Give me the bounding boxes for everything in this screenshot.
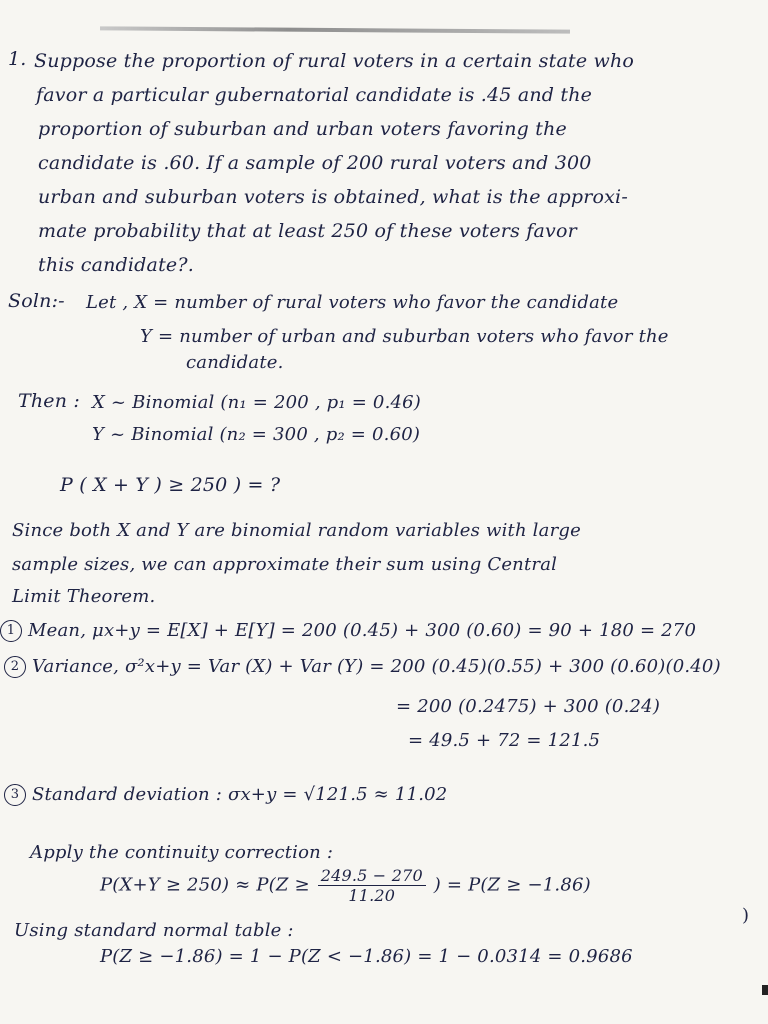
continuity-equation — [100, 866, 591, 905]
continuity-label: Apply the continuity correction : — [30, 842, 334, 863]
margin-tick-mark: ) — [742, 905, 750, 926]
mean-equation: Mean, μx+y = E[X] + E[Y] = 200 (0.45) + 300 (0.60) = 90 + 180 = 270 — [28, 620, 697, 641]
probability-query: P ( X + Y ) ≥ 250 ) = ? — [60, 474, 281, 496]
step-1-marker: 1 — [0, 620, 22, 642]
definition-y: Y = number of urban and suburban voters who favor the — [140, 326, 669, 347]
question-line-2: favor a particular gubernatorial candidate is .45 and the — [36, 84, 593, 106]
variance-line-3: = 49.5 + 72 = 121.5 — [408, 730, 601, 751]
step-3-marker: 3 — [4, 784, 26, 806]
question-number: 1. — [8, 48, 27, 70]
definition-y-continued: candidate. — [186, 352, 284, 373]
z-denominator: 11.20 — [348, 886, 396, 905]
definition-x: Let , X = number of rural voters who favor the candidate — [86, 292, 619, 313]
final-answer: P(Z ≥ −1.86) = 1 − P(Z < −1.86) = 1 − 0.0314 = 0.9686 — [100, 946, 633, 967]
z-score-fraction — [318, 866, 426, 905]
table-label: Using standard normal table : — [14, 920, 294, 941]
then-label: Then : — [18, 390, 81, 412]
step-2-marker: 2 — [4, 656, 26, 678]
continuity-left: P(X+Y ≥ 250) ≈ P(Z ≥ — [100, 874, 310, 896]
paper-top-edge — [100, 26, 570, 33]
distribution-x: X ~ Binomial (n₁ = 200 , p₁ = 0.46) — [92, 392, 422, 413]
clt-line-1: Since both X and Y are binomial random variables with large — [12, 520, 581, 541]
solution-label: Soln:- — [8, 290, 65, 312]
variance-line-2: = 200 (0.2475) + 300 (0.24) — [396, 696, 661, 717]
variance-equation: Variance, σ²x+y = Var (X) + Var (Y) = 200 (0.45)(0.55) + 300 (0.60)(0.40) — [32, 656, 721, 677]
clt-line-3: Limit Theorem. — [12, 586, 156, 607]
question-line-3: proportion of suburban and urban voters favoring the — [38, 118, 567, 140]
clt-line-2: sample sizes, we can approximate their sum using Central — [12, 554, 558, 575]
question-line-6: mate probability that at least 250 of these voters favor — [38, 220, 577, 242]
step-standard-deviation — [4, 784, 447, 806]
distribution-y: Y ~ Binomial (n₂ = 300 , p₂ = 0.60) — [92, 424, 421, 445]
standard-deviation-equation: Standard deviation : σx+y = √121.5 ≈ 11.02 — [32, 784, 448, 805]
step-mean — [0, 620, 696, 642]
page-edge-mark — [762, 985, 768, 995]
question-line-7: this candidate?. — [38, 254, 194, 276]
z-numerator: 249.5 − 270 — [318, 866, 426, 886]
question-line-4: candidate is .60. If a sample of 200 rural voters and 300 — [38, 152, 592, 174]
question-line-5: urban and suburban voters is obtained, what is the approxi- — [38, 186, 628, 208]
step-variance — [4, 656, 721, 678]
question-line-1: Suppose the proportion of rural voters in a certain state who — [34, 50, 635, 72]
continuity-right: ) = P(Z ≥ −1.86) — [433, 874, 591, 896]
